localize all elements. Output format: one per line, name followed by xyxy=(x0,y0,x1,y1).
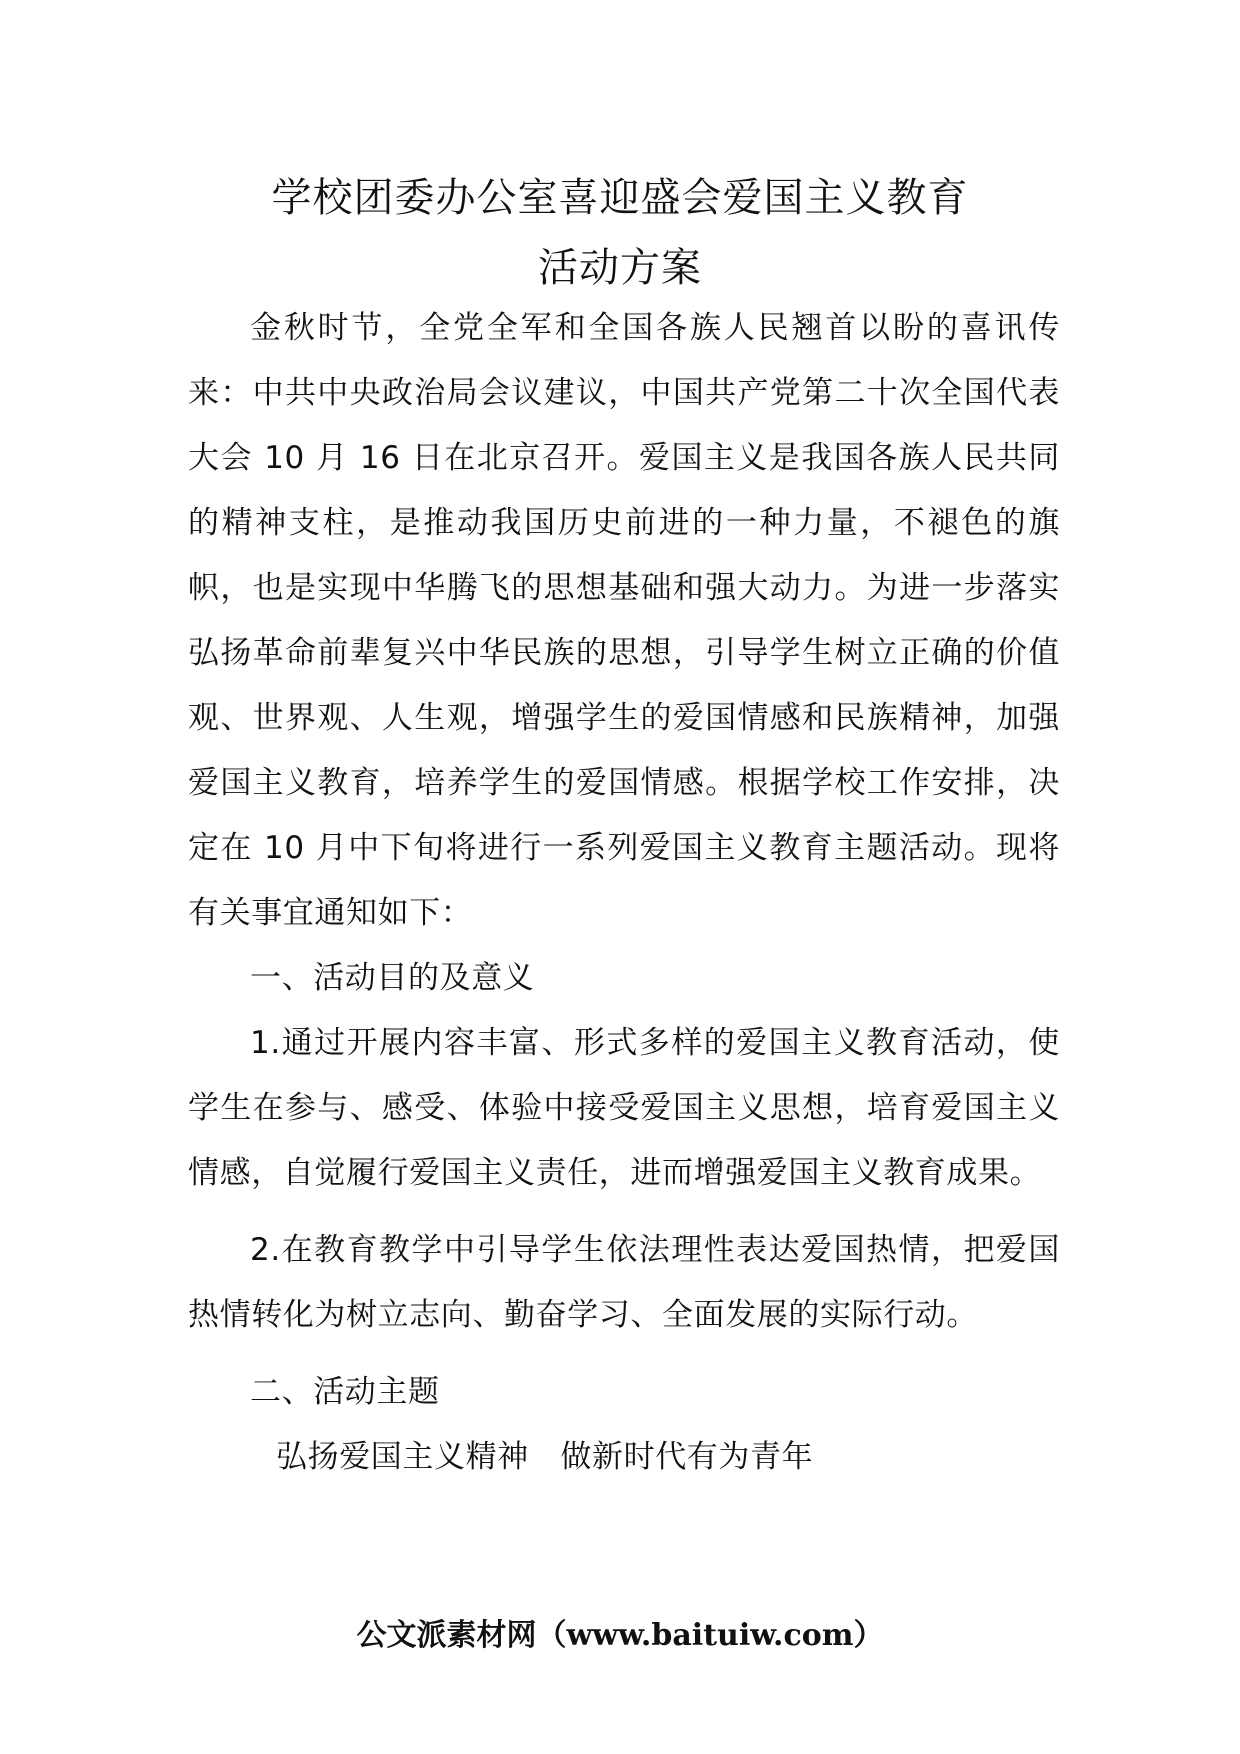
section1-item1: 1.通过开展内容丰富、形式多样的爱国主义教育活动，使学生在参与、感受、体验中接受爱国主义思想，培育爱国主义情感，自觉履行爱国主义责任，进而增强爱国主义教育成果。 xyxy=(188,1025,1060,1191)
section2-theme: 弘扬爱国主义精神 做新时代有为青年 xyxy=(276,1439,814,1475)
document-title-line2: 活动方案 xyxy=(538,245,702,291)
intro-paragraph: 金秋时节，全党全军和全国各族人民翘首以盼的喜讯传来：中共中央政治局会议建议，中国共产党第二十次全国代表大会 10 月 16 日在北京召开。爱国主义是我国各族人民共同的精神支柱，是推动我国历史前进的一种力量，不褪色的旗帜，也是实现中华腾飞的思想基础和强大动力。为进一步落实弘扬革命前辈复兴中华民族的思想，引导学生树立正确的价值观、世界观、人生观，增强学生的爱国情感和民族精神，加强爱国主义教育，培养学生的爱国情感。根据学校工作安排，决定在 10 月中下旬将进行一系列爱国主义教育主题活动。现将有关事宜通知如下： xyxy=(188,310,1060,931)
document-title-line1: 学校团委办公室喜迎盛会爱国主义教育 xyxy=(271,175,969,221)
section1-heading: 一、活动目的及意义 xyxy=(250,960,535,996)
section2-heading: 二、活动主题 xyxy=(250,1374,440,1410)
section1-item2: 2.在教育教学中引导学生依法理性表达爱国热情，把爱国热情转化为树立志向、勤奋学习、全面发展的实际行动。 xyxy=(188,1232,1060,1333)
footer-watermark: 公文派素材网（www.baituiw.com） xyxy=(356,1618,884,1653)
document-body xyxy=(188,296,1060,1490)
